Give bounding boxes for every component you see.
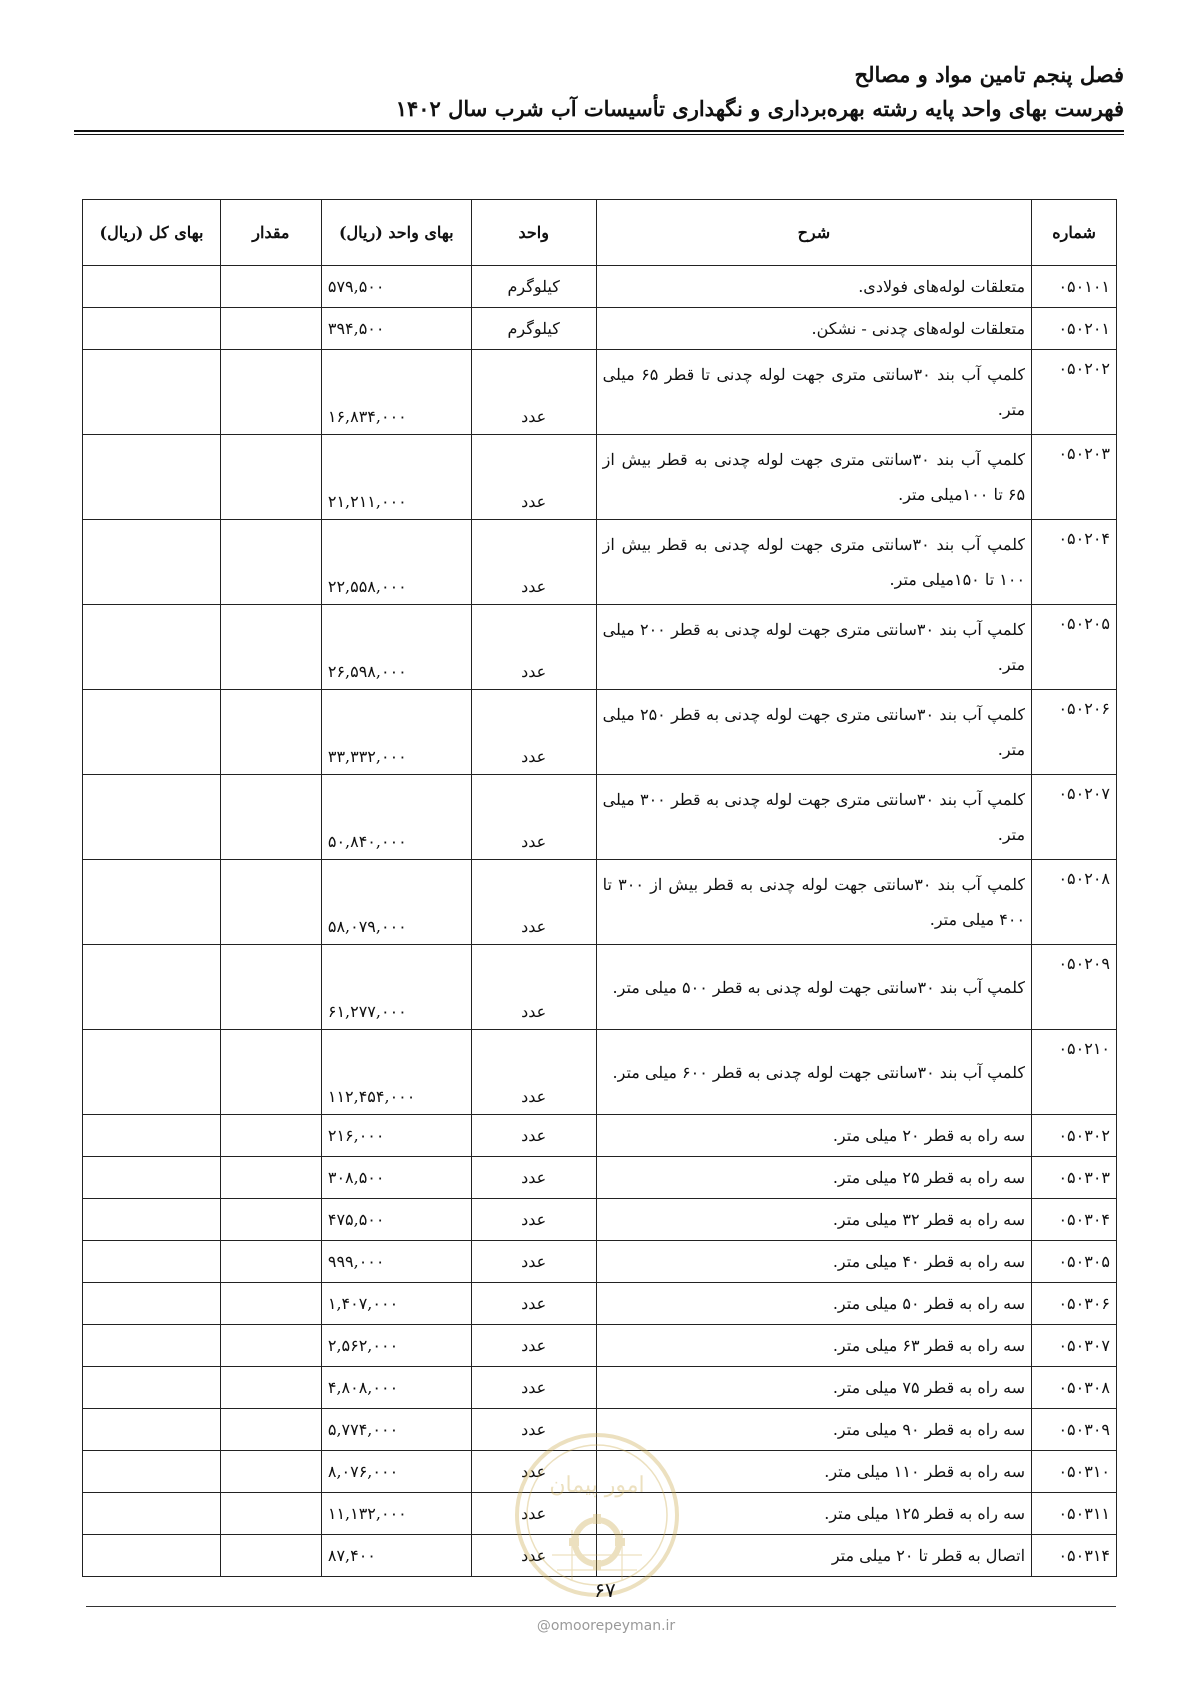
item-quantity <box>220 945 321 1030</box>
item-number: ۰۵۰۳۰۲ <box>1032 1115 1117 1157</box>
item-description: اتصال به قطر تا ۲۰ میلی متر <box>596 1535 1031 1577</box>
item-description: سه راه به قطر ۲۵ میلی متر. <box>596 1157 1031 1199</box>
item-description: کلمپ آب بند ۳۰سانتی متری جهت لوله چدنی به قطر بیش از ۶۵ تا ۱۰۰میلی متر. <box>596 435 1031 520</box>
item-quantity <box>220 1157 321 1199</box>
header-quantity: مقدار <box>220 200 321 266</box>
item-number: ۰۵۰۳۱۱ <box>1032 1493 1117 1535</box>
item-number: ۰۵۰۲۰۶ <box>1032 690 1117 775</box>
item-unit-price: ۲۱۶,۰۰۰ <box>321 1115 471 1157</box>
item-number: ۰۵۰۳۰۳ <box>1032 1157 1117 1199</box>
item-description: سه راه به قطر ۱۱۰ میلی متر. <box>596 1451 1031 1493</box>
table-row <box>83 690 1117 775</box>
footer-rule <box>86 1606 1116 1607</box>
item-number: ۰۵۰۲۰۳ <box>1032 435 1117 520</box>
item-number: ۰۵۰۳۰۶ <box>1032 1283 1117 1325</box>
item-quantity <box>220 1409 321 1451</box>
header-rule-thin <box>74 134 1124 135</box>
table-row <box>83 860 1117 945</box>
table-row <box>83 435 1117 520</box>
item-unit: عدد <box>471 1535 596 1577</box>
table-row <box>83 520 1117 605</box>
item-unit-price: ۸۷,۴۰۰ <box>321 1535 471 1577</box>
table-body <box>83 266 1117 1577</box>
item-quantity <box>220 1493 321 1535</box>
item-unit: عدد <box>471 350 596 435</box>
item-number: ۰۵۰۲۰۱ <box>1032 308 1117 350</box>
item-quantity <box>220 1451 321 1493</box>
item-description: سه راه به قطر ۱۲۵ میلی متر. <box>596 1493 1031 1535</box>
item-unit-price: ۲۱,۲۱۱,۰۰۰ <box>321 435 471 520</box>
item-total-price <box>83 690 221 775</box>
item-total-price <box>83 775 221 860</box>
item-total-price <box>83 945 221 1030</box>
item-total-price <box>83 1030 221 1115</box>
item-number: ۰۵۰۲۰۷ <box>1032 775 1117 860</box>
table-row <box>83 1241 1117 1283</box>
item-description: سه راه به قطر ۶۳ میلی متر. <box>596 1325 1031 1367</box>
table-row <box>83 1367 1117 1409</box>
item-quantity <box>220 1283 321 1325</box>
item-description: سه راه به قطر ۹۰ میلی متر. <box>596 1409 1031 1451</box>
item-unit-price: ۳۳,۳۳۲,۰۰۰ <box>321 690 471 775</box>
item-description: کلمپ آب بند ۳۰سانتی متری جهت لوله چدنی به قطر ۲۰۰ میلی متر. <box>596 605 1031 690</box>
item-unit-price: ۴۷۵,۵۰۰ <box>321 1199 471 1241</box>
item-unit-price: ۲۶,۵۹۸,۰۰۰ <box>321 605 471 690</box>
item-total-price <box>83 520 221 605</box>
item-unit-price: ۵۷۹,۵۰۰ <box>321 266 471 308</box>
item-total-price <box>83 1199 221 1241</box>
item-description: سه راه به قطر ۳۲ میلی متر. <box>596 1199 1031 1241</box>
item-unit: عدد <box>471 860 596 945</box>
item-number: ۰۵۰۲۱۰ <box>1032 1030 1117 1115</box>
item-description: کلمپ آب بند ۳۰سانتی جهت لوله چدنی به قطر بیش از ۳۰۰ تا ۴۰۰ میلی متر. <box>596 860 1031 945</box>
item-quantity <box>220 860 321 945</box>
item-number: ۰۵۰۳۱۰ <box>1032 1451 1117 1493</box>
item-quantity <box>220 1030 321 1115</box>
item-unit-price: ۱۱,۱۳۲,۰۰۰ <box>321 1493 471 1535</box>
header-rule-thick <box>74 130 1124 132</box>
item-unit-price: ۲۲,۵۵۸,۰۰۰ <box>321 520 471 605</box>
item-unit-price: ۳۰۸,۵۰۰ <box>321 1157 471 1199</box>
item-unit-price: ۶۱,۲۷۷,۰۰۰ <box>321 945 471 1030</box>
item-number: ۰۵۰۲۰۸ <box>1032 860 1117 945</box>
item-total-price <box>83 308 221 350</box>
item-unit-price: ۹۹۹,۰۰۰ <box>321 1241 471 1283</box>
item-quantity <box>220 1535 321 1577</box>
chapter-title: فصل پنجم تامین مواد و مصالح <box>854 62 1124 87</box>
table-row <box>83 1451 1117 1493</box>
item-total-price <box>83 1367 221 1409</box>
header-number: شماره <box>1032 200 1117 266</box>
item-quantity <box>220 1199 321 1241</box>
header-description: شرح <box>596 200 1031 266</box>
item-unit: عدد <box>471 1325 596 1367</box>
table-row <box>83 945 1117 1030</box>
item-number: ۰۵۰۳۰۹ <box>1032 1409 1117 1451</box>
item-number: ۰۵۰۱۰۱ <box>1032 266 1117 308</box>
item-quantity <box>220 1367 321 1409</box>
item-description: کلمپ آب بند ۳۰سانتی جهت لوله چدنی به قطر ۵۰۰ میلی متر. <box>596 945 1031 1030</box>
table-row <box>83 1030 1117 1115</box>
item-unit-price: ۵۰,۸۴۰,۰۰۰ <box>321 775 471 860</box>
item-unit: عدد <box>471 1030 596 1115</box>
header-unit-price: بهای واحد (ریال) <box>321 200 471 266</box>
item-quantity <box>220 1115 321 1157</box>
item-total-price <box>83 1493 221 1535</box>
table-row <box>83 1493 1117 1535</box>
item-quantity <box>220 1241 321 1283</box>
watermark-logo-text: امور پیمان <box>549 1473 645 1498</box>
item-total-price <box>83 435 221 520</box>
item-unit-price: ۲,۵۶۲,۰۰۰ <box>321 1325 471 1367</box>
item-description: کلمپ آب بند ۳۰سانتی متری جهت لوله چدنی به قطر ۲۵۰ میلی متر. <box>596 690 1031 775</box>
table-row <box>83 1115 1117 1157</box>
item-total-price <box>83 1535 221 1577</box>
item-unit-price: ۱۶,۸۳۴,۰۰۰ <box>321 350 471 435</box>
item-description: کلمپ آب بند ۳۰سانتی جهت لوله چدنی به قطر ۶۰۰ میلی متر. <box>596 1030 1031 1115</box>
item-unit: عدد <box>471 605 596 690</box>
item-unit: کیلوگرم <box>471 266 596 308</box>
item-description: سه راه به قطر ۵۰ میلی متر. <box>596 1283 1031 1325</box>
item-description: متعلقات لوله‌های چدنی - نشکن. <box>596 308 1031 350</box>
item-unit: عدد <box>471 520 596 605</box>
item-description: کلمپ آب بند ۳۰سانتی متری جهت لوله چدنی به قطر ۳۰۰ میلی متر. <box>596 775 1031 860</box>
item-number: ۰۵۰۳۰۷ <box>1032 1325 1117 1367</box>
item-quantity <box>220 1325 321 1367</box>
item-total-price <box>83 350 221 435</box>
item-unit: عدد <box>471 945 596 1030</box>
table-row <box>83 266 1117 308</box>
item-unit-price: ۸,۰۷۶,۰۰۰ <box>321 1451 471 1493</box>
table-row <box>83 1535 1117 1577</box>
item-quantity <box>220 435 321 520</box>
item-description: کلمپ آب بند ۳۰سانتی متری جهت لوله چدنی تا قطر ۶۵ میلی متر. <box>596 350 1031 435</box>
item-number: ۰۵۰۳۰۵ <box>1032 1241 1117 1283</box>
item-total-price <box>83 605 221 690</box>
table-row <box>83 350 1117 435</box>
item-unit-price: ۱۱۲,۴۵۴,۰۰۰ <box>321 1030 471 1115</box>
item-unit: عدد <box>471 1283 596 1325</box>
item-number: ۰۵۰۳۰۸ <box>1032 1367 1117 1409</box>
item-quantity <box>220 690 321 775</box>
watermark-url: @omoorepeyman.ir <box>536 1618 676 1634</box>
item-number: ۰۵۰۳۰۴ <box>1032 1199 1117 1241</box>
header-unit: واحد <box>471 200 596 266</box>
table-row <box>83 1157 1117 1199</box>
page-number: ۶۷ <box>594 1578 616 1602</box>
item-unit-price: ۴,۸۰۸,۰۰۰ <box>321 1367 471 1409</box>
page-header <box>74 0 1124 140</box>
item-quantity <box>220 308 321 350</box>
item-description: سه راه به قطر ۷۵ میلی متر. <box>596 1367 1031 1409</box>
document-subtitle: فهرست بهای واحد پایه رشته بهره‌برداری و نگهداری تأسیسات آب شرب سال ۱۴۰۲ <box>395 96 1124 121</box>
item-unit: عدد <box>471 775 596 860</box>
item-number: ۰۵۰۳۱۴ <box>1032 1535 1117 1577</box>
item-unit: عدد <box>471 1199 596 1241</box>
item-unit-price: ۵,۷۷۴,۰۰۰ <box>321 1409 471 1451</box>
item-unit-price: ۳۹۴,۵۰۰ <box>321 308 471 350</box>
item-number: ۰۵۰۲۰۹ <box>1032 945 1117 1030</box>
header-total-price: بهای کل (ریال) <box>83 200 221 266</box>
item-quantity <box>220 350 321 435</box>
item-unit: عدد <box>471 1451 596 1493</box>
item-description: کلمپ آب بند ۳۰سانتی متری جهت لوله چدنی به قطر بیش از ۱۰۰ تا ۱۵۰میلی متر. <box>596 520 1031 605</box>
item-unit: کیلوگرم <box>471 308 596 350</box>
item-description: متعلقات لوله‌های فولادی. <box>596 266 1031 308</box>
table-row <box>83 308 1117 350</box>
item-unit: عدد <box>471 1493 596 1535</box>
item-quantity <box>220 775 321 860</box>
item-number: ۰۵۰۲۰۵ <box>1032 605 1117 690</box>
item-unit: عدد <box>471 1241 596 1283</box>
item-quantity <box>220 520 321 605</box>
item-unit-price: ۱,۴۰۷,۰۰۰ <box>321 1283 471 1325</box>
price-list-table <box>82 199 1117 1577</box>
item-unit-price: ۵۸,۰۷۹,۰۰۰ <box>321 860 471 945</box>
item-unit: عدد <box>471 1367 596 1409</box>
table-row <box>83 775 1117 860</box>
table-row <box>83 1325 1117 1367</box>
item-unit: عدد <box>471 1157 596 1199</box>
table-header-row <box>83 200 1117 266</box>
item-quantity <box>220 605 321 690</box>
item-unit: عدد <box>471 1409 596 1451</box>
item-total-price <box>83 1241 221 1283</box>
item-description: سه راه به قطر ۲۰ میلی متر. <box>596 1115 1031 1157</box>
item-total-price <box>83 266 221 308</box>
item-total-price <box>83 1325 221 1367</box>
table-row <box>83 1199 1117 1241</box>
item-description: سه راه به قطر ۴۰ میلی متر. <box>596 1241 1031 1283</box>
item-unit: عدد <box>471 1115 596 1157</box>
item-total-price <box>83 1157 221 1199</box>
table-row <box>83 605 1117 690</box>
table-row <box>83 1283 1117 1325</box>
item-total-price <box>83 1115 221 1157</box>
item-unit: عدد <box>471 435 596 520</box>
item-total-price <box>83 1451 221 1493</box>
item-number: ۰۵۰۲۰۲ <box>1032 350 1117 435</box>
table-row <box>83 1409 1117 1451</box>
item-total-price <box>83 1283 221 1325</box>
item-quantity <box>220 266 321 308</box>
item-number: ۰۵۰۲۰۴ <box>1032 520 1117 605</box>
item-total-price <box>83 860 221 945</box>
item-total-price <box>83 1409 221 1451</box>
item-unit: عدد <box>471 690 596 775</box>
